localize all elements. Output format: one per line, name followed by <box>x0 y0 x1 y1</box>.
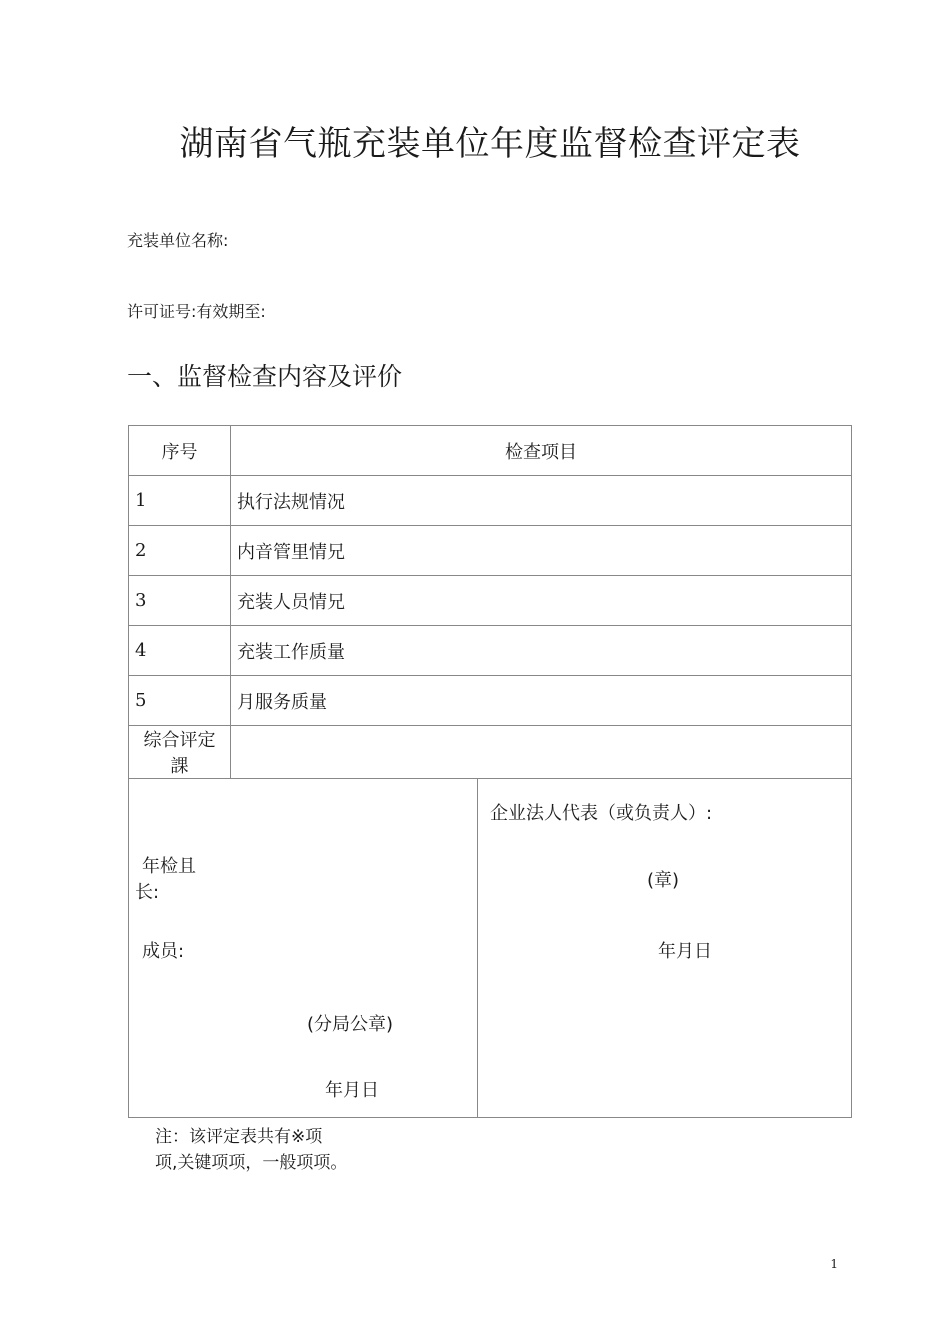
members-label: 成员: <box>142 941 185 962</box>
row-item: 充装人员情兄 <box>231 576 852 626</box>
right-date-label: 年月日 <box>658 941 712 962</box>
company-seal-label: (章) <box>647 870 680 891</box>
leader-label-line2: 长: <box>135 882 160 903</box>
section-title: 一、监督检查内容及评价 <box>127 362 403 391</box>
inspection-table <box>128 425 852 779</box>
summary-row <box>129 726 852 779</box>
row-item: 执行法规情况 <box>231 476 852 526</box>
table-row <box>129 676 852 726</box>
leader-label-line1: 年检且 <box>142 856 196 877</box>
row-item: 内音管里情兄 <box>231 526 852 576</box>
summary-label: 综合评定課 <box>129 726 231 779</box>
table-header-row <box>129 426 852 476</box>
summary-value <box>231 726 852 779</box>
table-row <box>129 626 852 676</box>
table-row <box>129 526 852 576</box>
legal-rep-label: 企业法人代表（或负责人）: <box>490 803 713 824</box>
page-title: 湖南省气瓶充装单位年度监督检查评定表 <box>179 124 801 164</box>
row-item: 月服务质量 <box>231 676 852 726</box>
note-line2: 项,关键项项，一般项项。 <box>155 1153 348 1173</box>
row-number: 4 <box>129 626 231 676</box>
row-item: 充装工作质量 <box>231 626 852 676</box>
license-label: 许可证号:有效期至: <box>127 302 266 321</box>
note-line1: 注：该评定表共有※项 <box>155 1127 323 1147</box>
signature-divider <box>477 779 478 1117</box>
row-number: 1 <box>129 476 231 526</box>
header-item: 检查项目 <box>231 426 852 476</box>
page-number: 1 <box>830 1257 838 1271</box>
left-date-label: 年月日 <box>325 1080 379 1101</box>
branch-seal-label: (分局公章) <box>307 1014 394 1035</box>
table-row <box>129 476 852 526</box>
unit-name-label: 充装单位名称: <box>127 231 229 250</box>
row-number: 3 <box>129 576 231 626</box>
header-number: 序号 <box>129 426 231 476</box>
row-number: 2 <box>129 526 231 576</box>
table-row <box>129 576 852 626</box>
signature-section <box>128 779 852 1118</box>
row-number: 5 <box>129 676 231 726</box>
